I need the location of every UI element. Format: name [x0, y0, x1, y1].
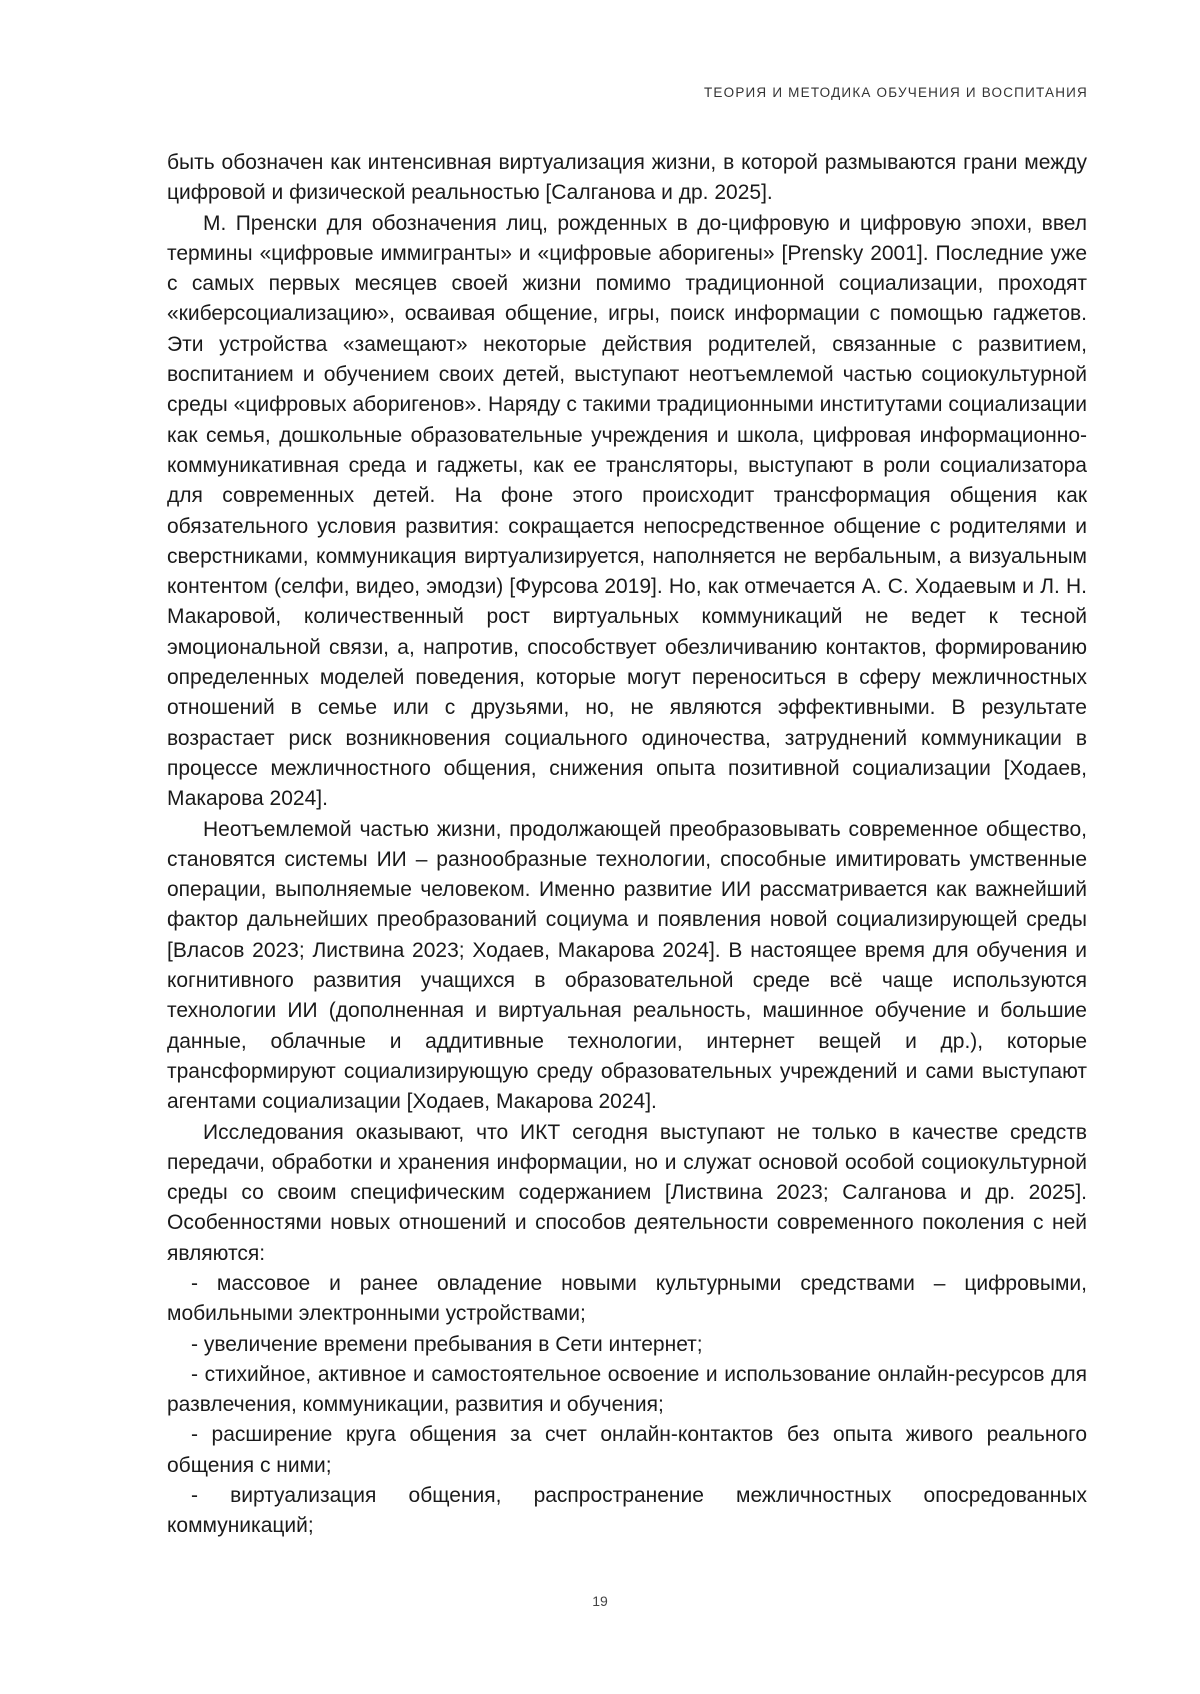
list-item: - виртуализация общения, распространение межличностных опосредованных коммуникаций;: [167, 1484, 1087, 1538]
page-number: 19: [592, 1593, 608, 1609]
list-item: - стихийное, активное и самостоятельное освоение и использование онлайн-ресурсов для развлечения, коммуникации, развития и обучения;: [167, 1362, 1087, 1417]
list-item: - массовое и ранее овладение новыми культурными средствами – цифровыми, мобильными электронными устройствами;: [167, 1271, 1087, 1326]
list-item: - увеличение времени пребывания в Сети интернет;: [191, 1332, 703, 1356]
paragraph-ai-systems: Неотъемлемой частью жизни, продолжающей преобразовывать современное общество, становятся системы ИИ – разнообразные технологии, способные имитировать умственные операции, выполняемые человеком. Именно развитие ИИ рассматривается как важнейший фактор дальнейших преобразований социума и появления новой социализирующей среды [Власов 2023; Листвина 2023; Ходаев, Макарова 2024]. В настоящее время для обучения и когнитивного развития учащихся в образовательной среде всё чаще используются технологии ИИ (дополненная и виртуальная реальность, машинное обучение и большие данные, облачные и аддитивные технологии, интернет вещей и др.), которые трансформируют социализирующую среду образовательных учреждений и сами выступают агентами социализации [Ходаев, Макарова 2024].: [167, 817, 1087, 1114]
paragraph-continuation: быть обозначен как интенсивная виртуализация жизни, в которой размываются грани между цифровой и физической реальностью [Салганова и др. 2025].: [167, 151, 1087, 205]
page-body: [167, 148, 1087, 1542]
running-header: ТЕОРИЯ И МЕТОДИКА ОБУЧЕНИЯ И ВОСПИТАНИЯ: [703, 85, 1088, 100]
list-item: - расширение круга общения за счет онлайн-контактов без опыта живого реального общения с ними;: [167, 1423, 1087, 1477]
paragraph-ict-research: Исследования оказывают, что ИКТ сегодня выступают не только в качестве средств передачи, обработки и хранения информации, но и служат основой особой социокультурной среды со своим специфическим содержанием [Листвина 2023; Салганова и др. 2025]. Особенностями новых отношений и способов деятельности современного поколения с ней являются:: [167, 1120, 1087, 1265]
paragraph-prensky: М. Пренски для обозначения лиц, рожденных в до-цифровую и цифровую эпохи, ввел термины «цифровые иммигранты» и «цифровые аборигены» [Prensky 2001]. Последние уже с самых первых месяцев своей жизни помимо традиционной социализации, проходят «киберсоциализацию», осваивая общение, игры, поиск информации с помощью гаджетов. Эти устройства «замещают» некоторые действия родителей, связанные с развитием, воспитанием и обучением своих детей, выступают неотъемлемой частью социокультурной среды «цифровых аборигенов». Наряду с такими традиционными институтами социализации как семья, дошкольные образовательные учреждения и школа, цифровая информационно-коммуникативная среда и гаджеты, как ее трансляторы, выступают в роли социализатора для современных детей. На фоне этого происходит трансформация общения как обязательного условия развития: сокращается непосредственное общение с родителями и сверстниками, коммуникация виртуализируется, наполняется не вербальным, а визуальным контентом (селфи, видео, эмодзи) [Фурсова 2019]. Но, как отмечается А. С. Ходаевым и Л. Н. Макаровой, количественный рост виртуальных коммуникаций не ведет к тесной эмоциональной связи, а, напротив, способствует обезличиванию контактов, формированию определенных моделей поведения, которые могут переноситься в сферу межличностных отношений в семье или с друзьями, но, не являются эффективными. В результате возрастает риск возникновения социального одиночества, затруднений коммуникации в процессе межличностного общения, снижения опыта позитивной социализации [Ходаев, Макарова 2024].: [167, 211, 1087, 811]
